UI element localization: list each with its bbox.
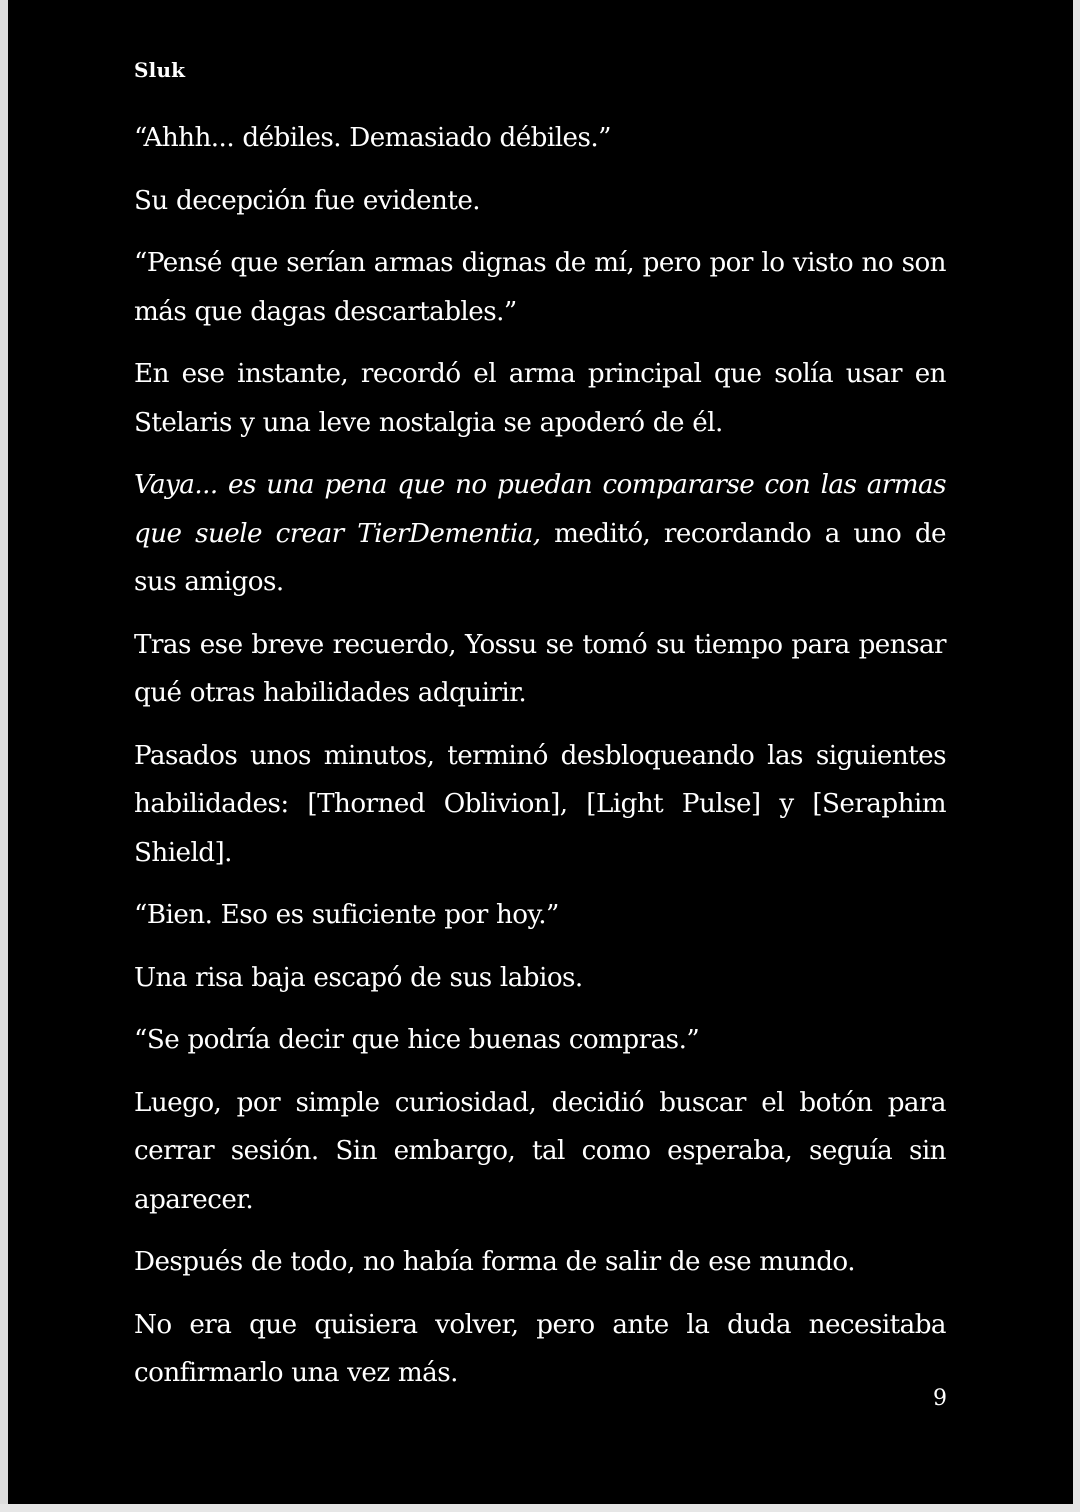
paragraph (134, 1301, 946, 1398)
paragraph-text: No era que quisiera volver, pero ante la duda necesitaba confirmarlo una vez más. (134, 1309, 946, 1388)
paragraph (134, 461, 946, 607)
page-number: 9 (933, 1386, 947, 1411)
paragraph-text: “Bien. Eso es suficiente por hoy.” (134, 900, 559, 930)
italic-thought-text: Vaya... es una pena que no puedan compararse con las armas que suele crear TierDementia, (134, 470, 946, 549)
paragraph-text: meditó, recordando a uno de sus amigos. (134, 518, 946, 597)
paragraph (134, 1238, 946, 1287)
paragraph (134, 1016, 946, 1065)
document-page (8, 0, 1073, 1504)
paragraph-text: Después de todo, no había forma de salir de ese mundo. (134, 1247, 855, 1277)
paragraph (134, 732, 946, 878)
paragraph-text: Luego, por simple curiosidad, decidió buscar el botón para cerrar sesión. Sin embargo, tal como esperaba, seguía sin aparecer. (134, 1087, 946, 1215)
paragraph-text: En ese instante, recordó el arma principal que solía usar en Stelaris y una leve nostalgia se apoderó de él. (134, 359, 946, 438)
paragraph-text: Pasados unos minutos, terminó desbloqueando las siguientes habilidades: [Thorned Oblivion], [Light Pulse] y [Seraphim Shield]. (134, 740, 946, 868)
paragraph-text: “Se podría decir que hice buenas compras.” (134, 1025, 700, 1055)
paragraph-text: Su decepción fue evidente. (134, 185, 481, 216)
paragraph (134, 621, 946, 718)
paragraph (134, 954, 946, 1003)
page-body (134, 114, 946, 1412)
paragraph (134, 177, 946, 226)
paragraph (134, 350, 946, 447)
paragraph (134, 891, 946, 940)
paragraph (134, 114, 946, 163)
running-header: Sluk (134, 58, 186, 82)
paragraph-text: “Ahhh... débiles. Demasiado débiles.” (134, 123, 611, 153)
page-edge-bottom (0, 1504, 1080, 1512)
paragraph-text: Tras ese breve recuerdo, Yossu se tomó su tiempo para pensar qué otras habilidades adquirir. (134, 629, 946, 708)
page-edge-right (1073, 0, 1080, 1512)
paragraph-text: “Pensé que serían armas dignas de mí, pero por lo visto no son más que dagas descartables.” (134, 248, 946, 327)
paragraph-text: Una risa baja escapó de sus labios. (134, 962, 583, 993)
paragraph (134, 1079, 946, 1225)
paragraph (134, 239, 946, 336)
